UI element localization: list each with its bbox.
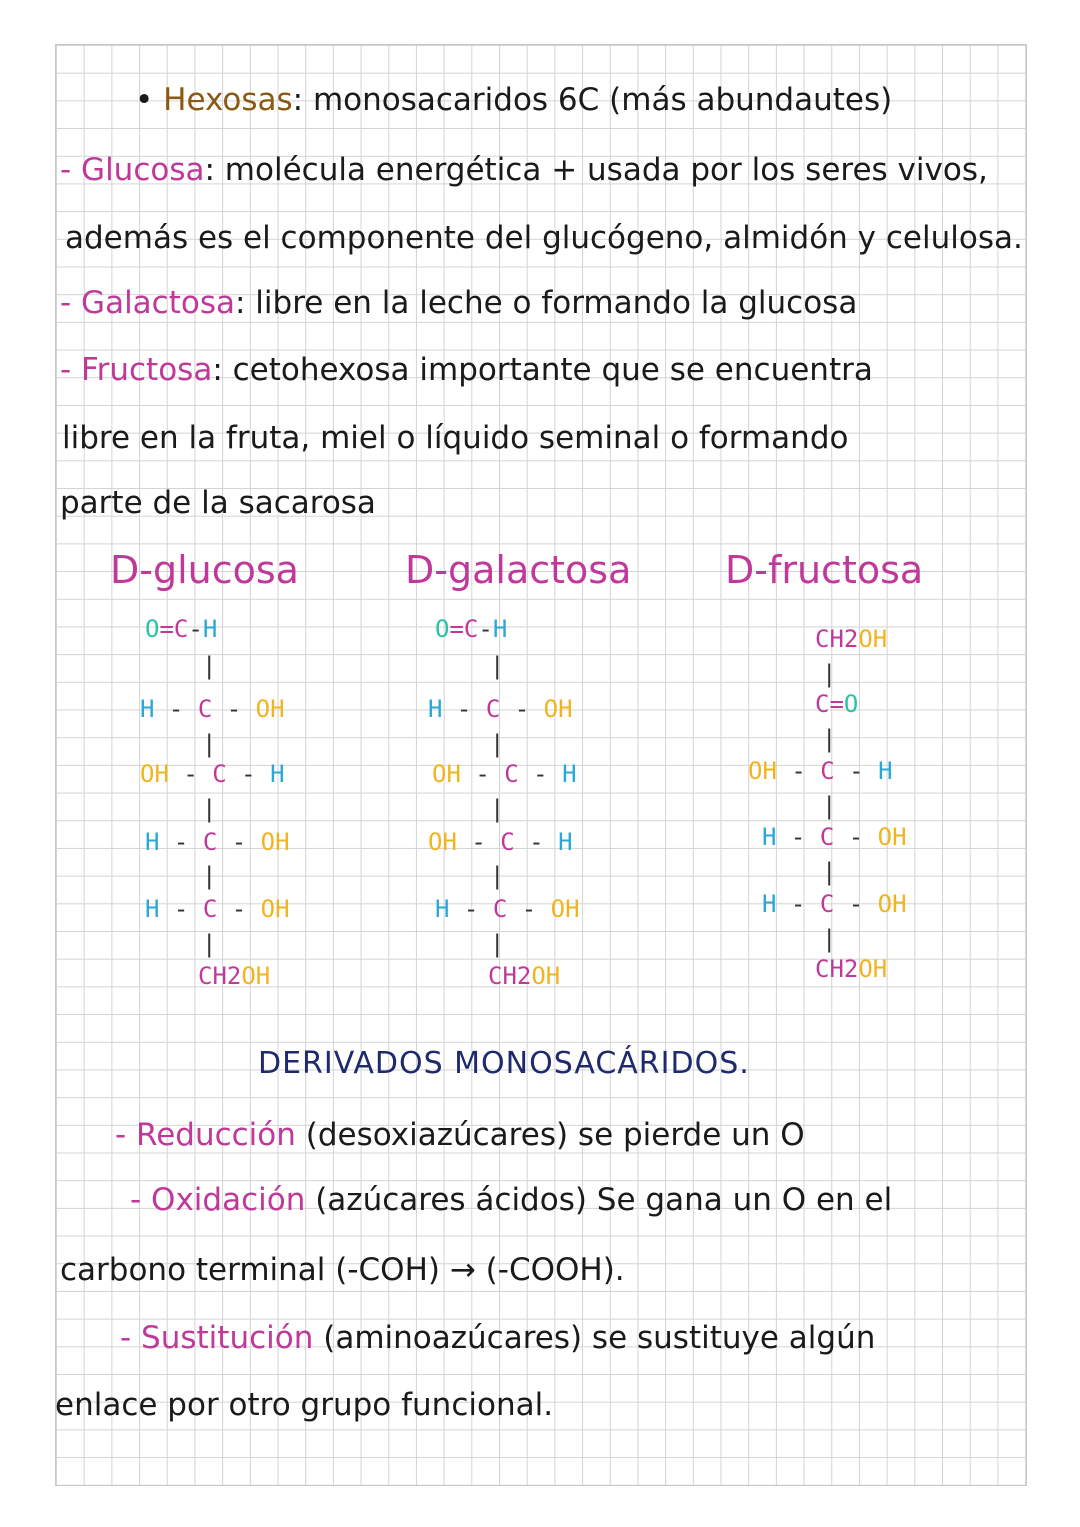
glucosa-row-2: OH - C - H bbox=[140, 760, 285, 788]
carbon: C bbox=[500, 828, 515, 856]
vertical-bond: | bbox=[822, 725, 837, 753]
left-group: H bbox=[145, 828, 160, 856]
galactosa-row-1: H - C - OH bbox=[428, 695, 573, 723]
term-galactosa: Galactosa bbox=[81, 285, 235, 321]
oxygen: O bbox=[145, 615, 160, 643]
hydroxyl-group: OH bbox=[241, 962, 271, 990]
dash: - bbox=[115, 1117, 137, 1153]
glucosa-description: : molécula energética + usada por los seres vivos, bbox=[204, 152, 988, 188]
right-group: OH bbox=[255, 695, 285, 723]
bond: - bbox=[478, 615, 493, 643]
hydroxyl-group: OH bbox=[858, 625, 888, 653]
galactosa-aldehyde-row bbox=[435, 615, 507, 643]
hydroxyl-group: OH bbox=[858, 955, 888, 983]
left-group: H bbox=[762, 890, 777, 918]
left-group: H bbox=[140, 695, 155, 723]
fructosa-bottom-row bbox=[815, 955, 887, 983]
term-reduccion: Reducción bbox=[136, 1117, 296, 1153]
title-d-fructosa: D-fructosa bbox=[725, 548, 924, 592]
hexosas-line bbox=[135, 80, 892, 120]
ch2-group: CH2 bbox=[198, 962, 242, 990]
glucosa-row-4: H - C - OH bbox=[145, 895, 290, 923]
right-group: OH bbox=[877, 823, 907, 851]
galactosa-line bbox=[60, 283, 857, 323]
vertical-bond: | bbox=[822, 792, 837, 820]
vertical-bond: | bbox=[202, 862, 217, 890]
dash: - bbox=[60, 285, 82, 321]
term-fructosa: Fructosa bbox=[81, 352, 213, 388]
fructosa-line-2: libre en la fruta, miel o líquido seminal o formando bbox=[62, 420, 849, 456]
galactosa-row-3: OH - C - H bbox=[428, 828, 573, 856]
carbon: C bbox=[819, 823, 835, 851]
vertical-bond: | bbox=[202, 795, 217, 823]
double-bond: = bbox=[829, 690, 844, 718]
carbon: C bbox=[202, 828, 218, 856]
sustitucion-line-1 bbox=[120, 1318, 875, 1358]
reduccion-description: (desoxiazúcares) se pierde un O bbox=[295, 1117, 805, 1153]
hexosas-description: : monosacaridos 6C (más abundautes) bbox=[292, 82, 893, 118]
vertical-bond: | bbox=[490, 652, 505, 680]
vertical-bond: | bbox=[822, 858, 837, 886]
left-group: OH bbox=[748, 757, 777, 785]
fructosa-row-3: H - C - OH bbox=[762, 823, 907, 851]
term-oxidacion: Oxidación bbox=[151, 1182, 306, 1218]
vertical-bond: | bbox=[202, 730, 217, 758]
left-group: H bbox=[435, 895, 450, 923]
fructosa-description: : cetohexosa importante que se encuentra bbox=[212, 352, 873, 388]
left-group: H bbox=[145, 895, 160, 923]
right-group: H bbox=[878, 757, 893, 785]
right-group: H bbox=[562, 760, 577, 788]
fructosa-line-1 bbox=[60, 350, 873, 390]
carbon: C bbox=[820, 757, 835, 785]
left-group: H bbox=[762, 823, 777, 851]
vertical-bond: | bbox=[202, 652, 217, 680]
title-d-glucosa: D-glucosa bbox=[110, 548, 299, 592]
galactosa-row-2: OH - C - H bbox=[432, 760, 577, 788]
galactosa-bottom-row bbox=[488, 962, 560, 990]
dash: - bbox=[60, 152, 82, 188]
carbon: C bbox=[197, 695, 213, 723]
left-group: H bbox=[428, 695, 443, 723]
glucosa-line-1 bbox=[60, 150, 988, 190]
left-group: OH bbox=[428, 828, 457, 856]
hydrogen: H bbox=[492, 615, 508, 643]
bond: - bbox=[188, 615, 203, 643]
vertical-bond: | bbox=[822, 660, 837, 688]
dash: - bbox=[60, 352, 82, 388]
glucosa-row-3: H - C - OH bbox=[145, 828, 290, 856]
right-group: OH bbox=[260, 895, 290, 923]
glucosa-line-2: además es el componente del glucógeno, almidón y celulosa. bbox=[65, 220, 1023, 256]
right-group: OH bbox=[550, 895, 580, 923]
oxygen: O bbox=[435, 615, 450, 643]
vertical-bond: | bbox=[202, 930, 217, 958]
carbon: C bbox=[173, 615, 189, 643]
left-group: OH bbox=[140, 760, 169, 788]
term-hexosas: Hexosas bbox=[163, 82, 293, 118]
dash: - bbox=[130, 1182, 152, 1218]
galactosa-row-4: H - C - OH bbox=[435, 895, 580, 923]
vertical-bond: | bbox=[822, 925, 837, 953]
oxidacion-line-1 bbox=[130, 1180, 892, 1220]
right-group: H bbox=[558, 828, 573, 856]
carbon: C bbox=[202, 895, 218, 923]
carbon: C bbox=[504, 760, 519, 788]
oxidacion-line-2: carbono terminal (-COH) → (-COOH). bbox=[60, 1252, 625, 1288]
derivados-heading: DERIVADOS MONOSACÁRIDOS. bbox=[258, 1046, 750, 1081]
vertical-bond: | bbox=[490, 930, 505, 958]
glucosa-bottom-row bbox=[198, 962, 270, 990]
carbon: C bbox=[819, 890, 835, 918]
right-group: OH bbox=[877, 890, 907, 918]
bullet: • bbox=[135, 82, 154, 118]
dash: - bbox=[120, 1320, 142, 1356]
fructosa-row-2: OH - C - H bbox=[748, 757, 893, 785]
vertical-bond: | bbox=[490, 730, 505, 758]
double-bond: = bbox=[449, 615, 464, 643]
carbon: C bbox=[815, 690, 830, 718]
galactosa-description: : libre en la leche o formando la glucosa bbox=[235, 285, 858, 321]
term-glucosa: Glucosa bbox=[81, 152, 205, 188]
title-d-galactosa: D-galactosa bbox=[405, 548, 632, 592]
oxygen: O bbox=[843, 690, 859, 718]
carbon: C bbox=[492, 895, 508, 923]
sustitucion-line-2: enlace por otro grupo funcional. bbox=[55, 1387, 554, 1423]
left-group: OH bbox=[432, 760, 461, 788]
fructosa-row-4: H - C - OH bbox=[762, 890, 907, 918]
carbon: C bbox=[485, 695, 501, 723]
ch2-group: CH2 bbox=[815, 625, 859, 653]
right-group: H bbox=[270, 760, 285, 788]
fructosa-line-3: parte de la sacarosa bbox=[60, 485, 376, 521]
vertical-bond: | bbox=[490, 795, 505, 823]
carbon: C bbox=[463, 615, 479, 643]
right-group: OH bbox=[260, 828, 290, 856]
glucosa-aldehyde-row bbox=[145, 615, 217, 643]
ch2-group: CH2 bbox=[488, 962, 532, 990]
term-sustitucion: Sustitución bbox=[141, 1320, 314, 1356]
hydroxyl-group: OH bbox=[531, 962, 561, 990]
oxidacion-description: (azúcares ácidos) Se gana un O en el bbox=[305, 1182, 893, 1218]
double-bond: = bbox=[159, 615, 174, 643]
fructosa-top-row bbox=[815, 625, 887, 653]
sustitucion-description: (aminoazúcares) se sustituye algún bbox=[313, 1320, 876, 1356]
hydrogen: H bbox=[202, 615, 218, 643]
fructosa-ketone-row bbox=[815, 690, 858, 718]
ch2-group: CH2 bbox=[815, 955, 859, 983]
glucosa-row-1: H - C - OH bbox=[140, 695, 285, 723]
carbon: C bbox=[212, 760, 227, 788]
reduccion-line bbox=[115, 1115, 805, 1155]
right-group: OH bbox=[543, 695, 573, 723]
vertical-bond: | bbox=[490, 862, 505, 890]
